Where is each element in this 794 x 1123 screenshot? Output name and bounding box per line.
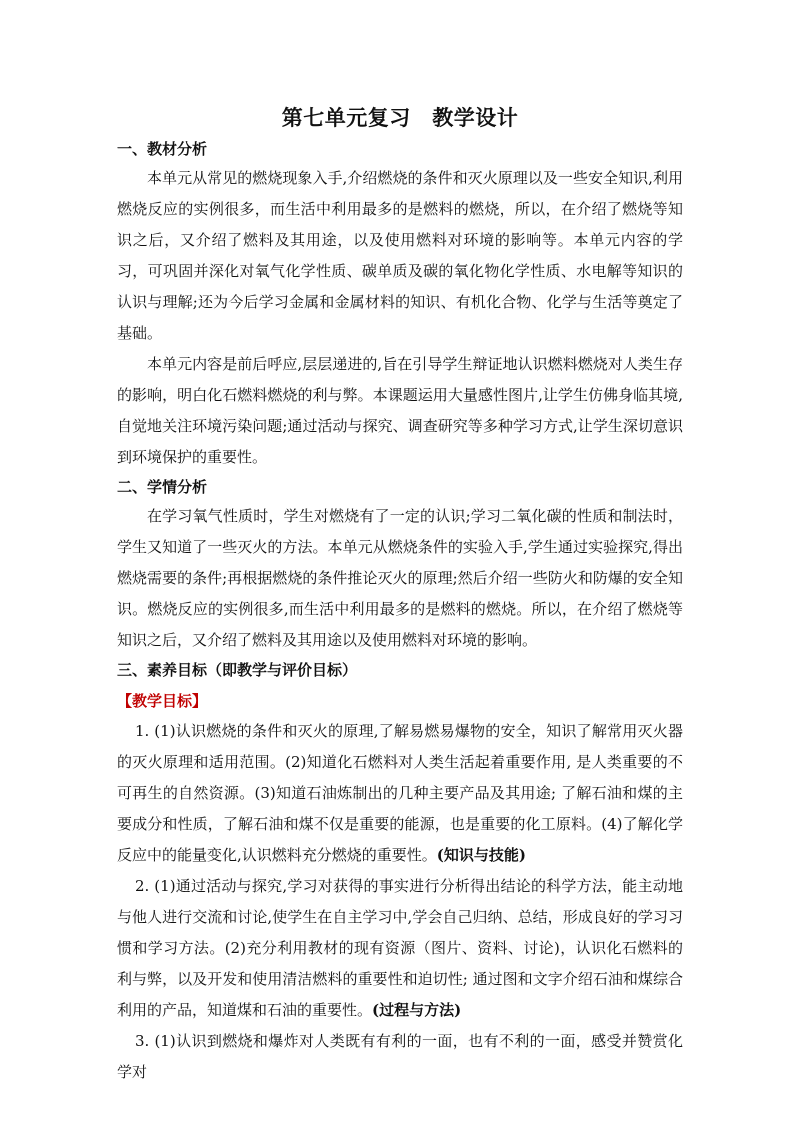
paragraph: 在学习氧气性质时，学生对燃烧有了一定的认识;学习二氧化碳的性质和制法时，学生又知道了一些灭火的方法。本单元从燃烧条件的实验入手,学生通过实验探究,得出燃烧需要的条件;再根据燃烧的条件推论灭火的原理;然后介绍一些防火和防爆的安全知识。燃烧反应的实例很多,而生活中利用最多的是燃料的燃烧。所以，在介绍了燃烧等知识之后，又介绍了燃料及其用途以及使用燃料对环境的影响。 — [117, 507, 683, 649]
paragraph: 本单元从常见的燃烧现象入手,介绍燃烧的条件和灭火原理以及一些安全知识,利用燃烧反应的实例很多，而生活中利用最多的是燃料的燃烧，所以，在介绍了燃烧等知识之后，又介绍了燃料及其用途，以及使用燃料对环境的影响等。本单元内容的学习，可巩固并深化对氧气化学性质、碳单质及碳的氧化物化学性质、水电解等知识的认识与理解;还为今后学习金属和金属材料的知识、有机化合物、化学与生活等奠定了基础。 — [117, 169, 683, 342]
goal-item-text: 1. (1)认识燃烧的条件和灭火的原理,了解易燃易爆物的安全，知识了解常用灭火器的灭火原理和适用范围。(2)知道化石燃料对人类生活起着重要作用, 是人类重要的不可再生的自然资源。(3)知道石油炼制出的几种主要产品及其用途; 了解石油和煤的主要成分和性质，了解石油和煤不仅是重要的能源，也是重要的化工原料。(4)了解化学反应中的能量变化,认识燃料充分燃烧的重要性。 — [117, 722, 683, 864]
section-heading-learner-analysis: 二、学情分析 — [117, 478, 208, 496]
goal-item — [117, 1026, 683, 1088]
goal-item — [117, 716, 683, 871]
goal-item-tag: (过程与方法) — [372, 1001, 462, 1019]
teaching-goals-label: 【教学目标】 — [117, 692, 208, 710]
document-title: 第七单元复习 教学设计 — [281, 105, 519, 130]
goal-item — [117, 871, 683, 1026]
goal-item-tag: (知识与技能) — [436, 846, 526, 864]
goal-item-text: 2. (1)通过活动与探究,学习对获得的事实进行分析得出结论的科学方法，能主动地与他人进行交流和讨论,使学生在自主学习中,学会自己归纳、总结，形成良好的学习习惯和学习方法。(2)充分利用教材的现有资源（图片、资料、讨论)，认识化石燃料的利与弊，以及开发和使用清洁燃料的重要性和迫切性; 通过图和文字介绍石油和煤综合利用的产品，知道煤和石油的重要性。 — [117, 877, 683, 1019]
section-heading-literacy-goals: 三、素养目标（即教学与评价目标） — [117, 661, 358, 679]
paragraph: 本单元内容是前后呼应,层层递进的,旨在引导学生辩证地认识燃料燃烧对人类生存的影响，明白化石燃料燃烧的利与弊。本课题运用大量感性图片,让学生仿佛身临其境,自觉地关注环境污染问题;通过活动与探究、调查研究等多种学习方式,让学生深切意识到环境保护的重要性。 — [117, 355, 683, 466]
document-page — [117, 98, 683, 1088]
section-heading-textbook-analysis: 一、教材分析 — [117, 140, 208, 158]
goal-item-text: 3. (1)认识到燃烧和爆炸对人类既有有利的一面，也有不利的一面，感受并赞赏化学对 — [117, 1032, 683, 1081]
